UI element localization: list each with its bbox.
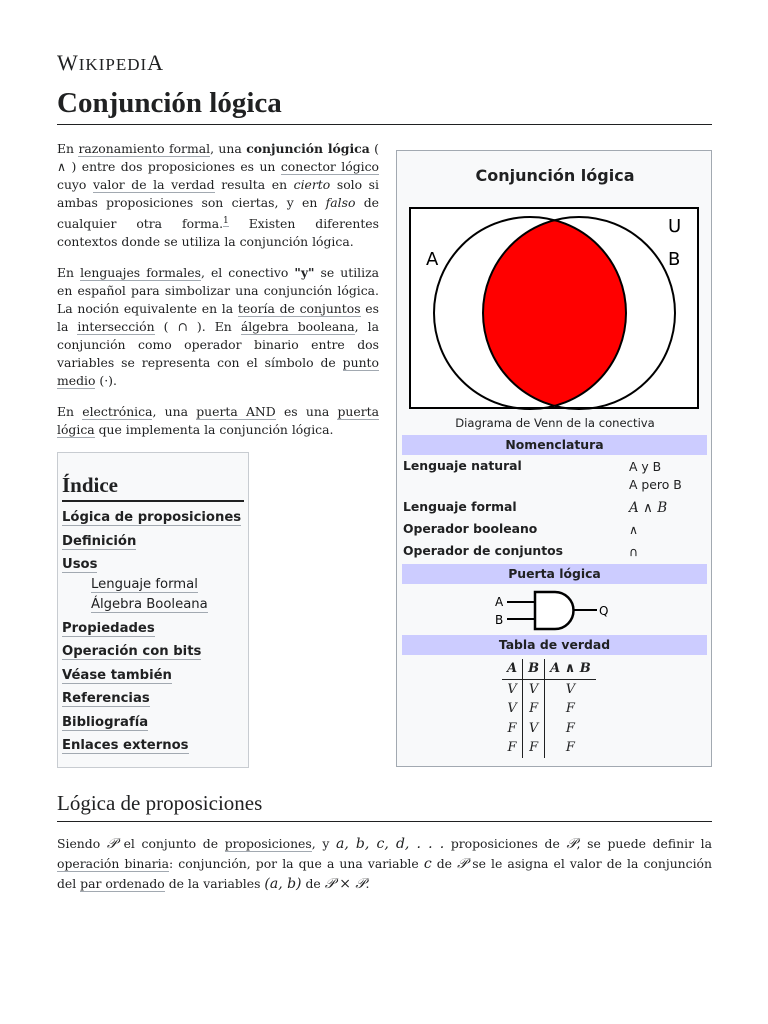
truth-cell: V (523, 719, 545, 739)
venn-label-a: A (426, 249, 439, 270)
truth-cell: F (502, 719, 523, 739)
toc-item[interactable] (62, 736, 244, 756)
link-operacion-binaria[interactable]: operación binaria (57, 856, 169, 871)
toc-list (62, 508, 244, 756)
row-value-line: A pero B (629, 477, 682, 492)
link-conector-logico[interactable]: conector lógico (280, 159, 379, 174)
row-label: Operador de conjuntos (403, 543, 564, 558)
gate-header: Puerta lógica (402, 564, 707, 584)
toc-item[interactable] (62, 713, 244, 733)
and-gate-body (535, 592, 574, 629)
row-value: ∧ (629, 522, 639, 537)
row-value (629, 458, 682, 494)
text: proposiciones de (444, 836, 567, 851)
text: resulta en (214, 177, 294, 192)
toc-item[interactable] (62, 689, 244, 709)
link-puerta-logica[interactable]: puerta lógica (57, 404, 379, 438)
text: , la conjunción como operador binario entre dos variables se representa con el símbolo de (57, 319, 379, 371)
reference-link[interactable]: 1 (223, 216, 229, 226)
truth-cell: F (565, 701, 575, 717)
text: de (301, 876, 325, 891)
page-title: Conjunción lógica (57, 86, 712, 125)
text: se utiliza en español para simbolizar una conjunción lógica. La noción equivalente en la (57, 265, 379, 317)
truth-cell: V (502, 679, 523, 699)
toc-item[interactable] (62, 532, 244, 552)
text: , se puede definir la (576, 836, 713, 851)
section-paragraph (57, 834, 712, 894)
toc-item-label[interactable]: Usos (62, 557, 98, 572)
truth-cell: F (565, 740, 575, 756)
gate-label-q: Q (599, 604, 609, 618)
toc-subitem-label[interactable]: Álgebra Booleana (91, 597, 208, 612)
truth-col-header: A (502, 659, 523, 679)
toc-item-label[interactable]: Definición (62, 533, 137, 549)
toc-subitem[interactable] (91, 595, 244, 615)
lead-paragraph-2 (57, 264, 379, 390)
table-of-contents (57, 452, 249, 768)
toc-item[interactable] (62, 642, 244, 662)
venn-diagram[interactable] (409, 207, 701, 411)
text: . (365, 876, 370, 891)
truth-cell: V (523, 679, 545, 699)
truth-cell: F (523, 699, 545, 719)
text: es una (275, 404, 338, 420)
text: , el conectivo (200, 265, 295, 281)
row-value: ∩ (629, 544, 639, 559)
truth-cell: V (502, 699, 523, 719)
truth-cell: V (565, 681, 576, 697)
text: de (431, 856, 458, 871)
truth-col-header: B (523, 659, 545, 679)
link-interseccion[interactable]: intersección (77, 319, 155, 335)
text: , una (152, 404, 197, 420)
text: se le asigna el valor de la conjunción del (57, 856, 712, 891)
truth-cell: F (523, 738, 545, 758)
lead-paragraph-3 (57, 403, 379, 439)
gate-label-a: A (495, 595, 504, 609)
text: (·). (95, 373, 117, 389)
text: de cualquier otra forma. (57, 195, 379, 232)
math-expression: a, b, c, d, . . . (335, 836, 445, 852)
text: de la variables (164, 876, 265, 891)
toc-item-label[interactable]: Enlaces externos (62, 738, 189, 753)
text: En (57, 141, 79, 156)
link-par-ordenado[interactable]: par ordenado (80, 876, 165, 891)
text: es la (57, 301, 379, 335)
venn-caption: Diagrama de Venn de la conectiva (455, 416, 655, 430)
math-expression: 𝒫 (566, 836, 577, 852)
text: cuyo (57, 177, 93, 192)
truth-table-header: Tabla de verdad (402, 635, 707, 655)
toc-item-label[interactable]: Referencias (62, 691, 150, 706)
gate-label-b: B (495, 613, 504, 627)
math-expression: 𝒫 (106, 836, 117, 852)
text: Siendo (57, 836, 107, 851)
link-puerta-and[interactable]: puerta AND (196, 404, 276, 420)
bold-term: conjunción lógica (246, 141, 370, 156)
row-label: Lenguaje formal (403, 499, 517, 514)
truth-table-row (502, 738, 596, 758)
lead-paragraph-1 (57, 140, 379, 251)
toc-item[interactable] (62, 666, 244, 686)
wordmark-last: A (147, 50, 165, 75)
truth-col-header: A ∧ B (545, 659, 596, 679)
text: ( ∧ ) entre dos proposiciones es un (57, 141, 380, 174)
wikipedia-wordmark[interactable] (57, 50, 164, 76)
toc-item[interactable] (62, 508, 244, 528)
truth-cell: F (565, 720, 575, 736)
text: : conjunción, por la que a una variable (169, 856, 424, 871)
truth-table-header-row (502, 659, 596, 679)
math-expression: 𝒫 (457, 856, 468, 872)
link-valor-de-la-verdad[interactable]: valor de la verdad (92, 177, 215, 192)
link-algebra-booleana[interactable]: álgebra booleana (240, 319, 355, 335)
link-razonamiento-formal[interactable]: razonamiento formal (78, 141, 211, 156)
row-label: Lenguaje natural (403, 458, 522, 473)
section-heading: Lógica de proposiciones (57, 790, 712, 822)
toc-item[interactable] (62, 555, 244, 575)
toc-subitem[interactable] (91, 575, 244, 595)
truth-table-row (502, 699, 596, 719)
math-expression: 𝒫 × 𝒫 (324, 876, 366, 892)
link-proposiciones[interactable]: proposiciones (224, 836, 312, 851)
link-teoria-de-conjuntos[interactable]: teoría de conjuntos (237, 301, 361, 317)
infobox-title: Conjunción lógica (475, 166, 635, 185)
infobox (396, 150, 712, 767)
toc-subitem-label[interactable]: Lenguaje formal (91, 577, 198, 592)
row-value: A ∧ B (629, 500, 668, 516)
toc-item-label[interactable]: Bibliografía (62, 714, 149, 730)
nomenclatura-header: Nomenclatura (402, 435, 707, 455)
text: ( ∩ ). En (154, 319, 241, 335)
text: Existen diferentes contextos donde se utiliza la conjunción lógica. (57, 216, 379, 250)
truth-table (502, 659, 596, 758)
text: En (57, 265, 81, 281)
math-expression: (a, b) (264, 876, 302, 892)
lead-section (57, 140, 379, 452)
link-punto-medio[interactable]: punto medio (57, 355, 379, 389)
row-label: Operador booleano (403, 521, 538, 536)
text: solo si ambas proposiciones son ciertas, y en (57, 177, 379, 210)
toc-item[interactable] (62, 619, 244, 639)
venn-label-u: U (668, 216, 682, 237)
text: el conjunto de (116, 836, 225, 851)
wordmark-mid: IKIPEDI (78, 55, 148, 74)
text: , una (210, 141, 247, 156)
venn-label-b: B (668, 249, 681, 270)
toc-item-label[interactable]: Véase también (62, 667, 172, 683)
text: que implementa la conjunción lógica. (94, 422, 334, 438)
italic-term: cierto (293, 177, 331, 192)
text: , y (311, 836, 336, 851)
link-electronica[interactable]: electrónica (82, 404, 153, 420)
bold-term: "y" (294, 265, 315, 281)
truth-cell: F (502, 738, 523, 758)
math-expression: c (423, 856, 432, 872)
row-value-line: A y B (629, 459, 662, 474)
toc-item-label[interactable]: Propiedades (62, 620, 155, 636)
toc-item-label[interactable]: Lógica de proposiciones (62, 510, 242, 525)
truth-table-row (502, 719, 596, 739)
truth-table-row (502, 679, 596, 699)
toc-title: Índice (62, 473, 244, 502)
toc-item-label[interactable]: Operación con bits (62, 644, 202, 659)
and-gate-diagram[interactable] (493, 587, 617, 637)
link-lenguajes-formales[interactable]: lenguajes formales (80, 265, 201, 281)
text: En (57, 404, 83, 420)
italic-term: falso (325, 195, 356, 210)
wordmark-first: W (57, 50, 79, 75)
